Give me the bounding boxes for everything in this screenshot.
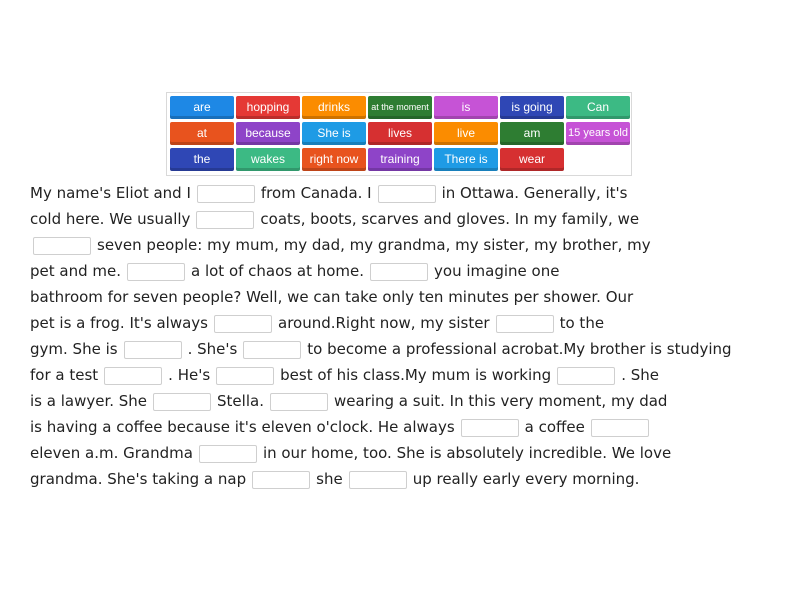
passage-text: you imagine one xyxy=(434,262,560,280)
word-tile[interactable]: training xyxy=(368,148,432,171)
answer-blank[interactable] xyxy=(461,419,519,437)
passage-text: a coffee xyxy=(524,418,585,436)
word-tile[interactable]: Can xyxy=(566,96,630,119)
passage-text: to become a professional acrobat.My brother is studying xyxy=(307,340,732,358)
passage-line xyxy=(30,310,790,336)
answer-blank[interactable] xyxy=(557,367,615,385)
answer-blank[interactable] xyxy=(496,315,554,333)
word-tile[interactable]: am xyxy=(500,122,564,145)
passage-text: . She's xyxy=(187,340,238,358)
passage-text: eleven a.m. Grandma xyxy=(30,444,193,462)
passage-text: best of his class.My mum is working xyxy=(280,366,552,384)
word-tile[interactable]: live xyxy=(434,122,498,145)
passage-text: bathroom for seven people? Well, we can take only ten minutes per shower. Our xyxy=(30,288,634,306)
passage-text: around.Right now, my sister xyxy=(278,314,490,332)
answer-blank[interactable] xyxy=(243,341,301,359)
answer-blank[interactable] xyxy=(124,341,182,359)
passage-text: she xyxy=(316,470,343,488)
answer-blank[interactable] xyxy=(378,185,436,203)
answer-blank[interactable] xyxy=(216,367,274,385)
passage-text: from Canada. I xyxy=(260,184,372,202)
answer-blank[interactable] xyxy=(199,445,257,463)
word-tile[interactable]: lives xyxy=(368,122,432,145)
passage-text: cold here. We usually xyxy=(30,210,191,228)
passage-line xyxy=(30,440,790,466)
word-tile[interactable]: hopping xyxy=(236,96,300,119)
answer-blank[interactable] xyxy=(591,419,649,437)
passage-text: wearing a suit. In this very moment, my dad xyxy=(333,392,668,410)
passage-line xyxy=(30,232,790,258)
passage-text: coats, boots, scarves and gloves. In my family, we xyxy=(260,210,640,228)
passage-text: up really early every morning. xyxy=(412,470,640,488)
passage-text: pet is a frog. It's always xyxy=(30,314,208,332)
passage-text: Stella. xyxy=(217,392,264,410)
word-tile[interactable]: because xyxy=(236,122,300,145)
passage-text: is a lawyer. She xyxy=(30,392,148,410)
passage-text: My name's Eliot and I xyxy=(30,184,191,202)
answer-blank[interactable] xyxy=(270,393,328,411)
passage-text: in Ottawa. Generally, it's xyxy=(441,184,628,202)
word-tile[interactable]: She is xyxy=(302,122,366,145)
word-tile[interactable]: is going xyxy=(500,96,564,119)
passage-line xyxy=(30,414,790,440)
passage-text: for a test xyxy=(30,366,99,384)
word-tile[interactable]: the xyxy=(170,148,234,171)
passage-text: . He's xyxy=(168,366,211,384)
word-tile[interactable]: at xyxy=(170,122,234,145)
answer-blank[interactable] xyxy=(127,263,185,281)
answer-blank[interactable] xyxy=(104,367,162,385)
answer-blank[interactable] xyxy=(214,315,272,333)
word-tile[interactable]: wakes xyxy=(236,148,300,171)
passage-text: in our home, too. She is absolutely incredible. We love xyxy=(262,444,672,462)
answer-blank[interactable] xyxy=(196,211,254,229)
answer-blank[interactable] xyxy=(370,263,428,281)
word-bank xyxy=(166,92,632,176)
word-tile[interactable]: is xyxy=(434,96,498,119)
passage-text: a lot of chaos at home. xyxy=(191,262,365,280)
passage xyxy=(30,180,790,492)
passage-line xyxy=(30,206,790,232)
passage-text: gym. She is xyxy=(30,340,118,358)
passage-line xyxy=(30,180,790,206)
word-tile[interactable]: wear xyxy=(500,148,564,171)
word-tile[interactable]: right now xyxy=(302,148,366,171)
passage-line xyxy=(30,362,790,388)
answer-blank[interactable] xyxy=(197,185,255,203)
answer-blank[interactable] xyxy=(349,471,407,489)
answer-blank[interactable] xyxy=(153,393,211,411)
answer-blank[interactable] xyxy=(252,471,310,489)
passage-line xyxy=(30,258,790,284)
passage-text: . She xyxy=(621,366,659,384)
passage-text: pet and me. xyxy=(30,262,121,280)
passage-line xyxy=(30,284,790,310)
word-tile[interactable]: drinks xyxy=(302,96,366,119)
passage-line xyxy=(30,388,790,414)
passage-line xyxy=(30,466,790,492)
answer-blank[interactable] xyxy=(33,237,91,255)
word-tile[interactable]: There is xyxy=(434,148,498,171)
word-tile[interactable]: are xyxy=(170,96,234,119)
passage-line xyxy=(30,336,790,362)
word-tile[interactable]: 15 years old xyxy=(566,122,630,145)
word-tile[interactable]: at the moment xyxy=(368,96,432,119)
passage-text: is having a coffee because it's eleven o'clock. He always xyxy=(30,418,455,436)
passage-text: to the xyxy=(559,314,605,332)
passage-text: seven people: my mum, my dad, my grandma, my sister, my brother, my xyxy=(97,236,651,254)
passage-text: grandma. She's taking a nap xyxy=(30,470,247,488)
